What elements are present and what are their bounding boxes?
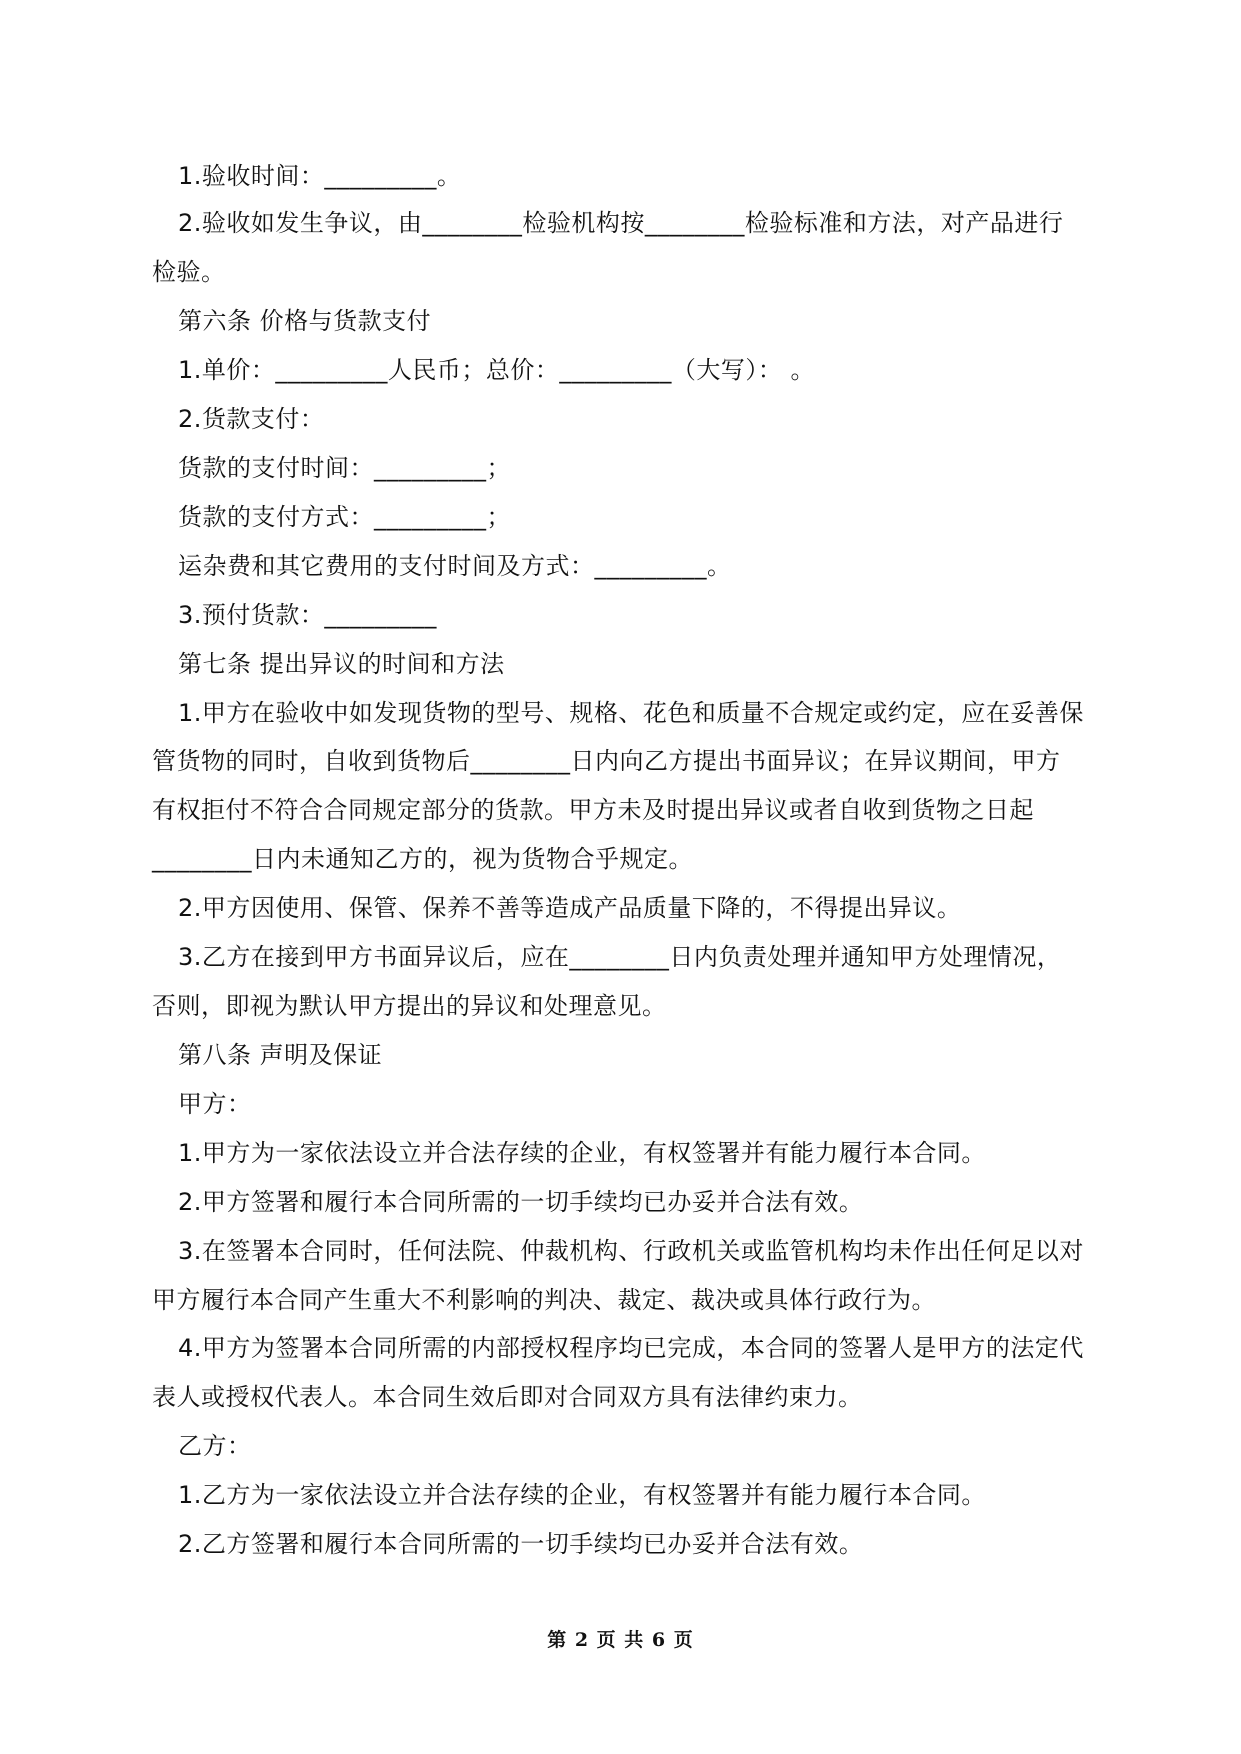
text-line: 4.甲方为签署本合同所需的内部授权程序均已完成，本合同的签署人是甲方的法定代 <box>178 1334 1084 1362</box>
text-line: 有权拒付不符合合同规定部分的货款。甲方未及时提出异议或者自收到货物之日起 <box>152 796 1034 824</box>
text-line: 1.验收时间：_________。 <box>178 162 462 190</box>
section-heading: 第七条 提出异议的时间和方法 <box>178 650 505 678</box>
text-line: 货款的支付方式：_________； <box>178 503 511 531</box>
section-heading: 第八条 声明及保证 <box>178 1041 383 1069</box>
text-line: 检验。 <box>152 258 226 286</box>
text-line: 甲方履行本合同产生重大不利影响的判决、裁定、裁决或具体行政行为。 <box>152 1286 936 1314</box>
text-line: 1.甲方在验收中如发现货物的型号、规格、花色和质量不合规定或约定，应在妥善保 <box>178 699 1084 727</box>
page-number-footer: 第 2 页 共 6 页 <box>547 1629 694 1651</box>
text-line: 甲方： <box>178 1090 252 1118</box>
text-line: 运杂费和其它费用的支付时间及方式：_________。 <box>178 552 732 580</box>
text-line: 3.乙方在接到甲方书面异议后，应在________日内负责处理并通知甲方处理情况， <box>178 943 1062 971</box>
text-line: 2.乙方签署和履行本合同所需的一切手续均已办妥并合法有效。 <box>178 1530 864 1558</box>
text-line: 1.单价：_________人民币；总价：_________（大写）： 。 <box>178 356 816 384</box>
text-line: 表人或授权代表人。本合同生效后即对合同双方具有法律约束力。 <box>152 1383 863 1411</box>
text-line: 1.乙方为一家依法设立并合法存续的企业，有权签署并有能力履行本合同。 <box>178 1481 986 1509</box>
text-line: 2.甲方因使用、保管、保养不善等造成产品质量下降的，不得提出异议。 <box>178 894 962 922</box>
text-line: 1.甲方为一家依法设立并合法存续的企业，有权签署并有能力履行本合同。 <box>178 1139 986 1167</box>
text-line: 货款的支付时间：_________； <box>178 454 511 482</box>
text-line: 乙方： <box>178 1432 252 1460</box>
text-line: 2.货款支付： <box>178 405 325 433</box>
text-line: 2.验收如发生争议，由________检验机构按________检验标准和方法，对产品进行 <box>178 209 1064 237</box>
text-line: 3.在签署本合同时，任何法院、仲裁机构、行政机关或监管机构均未作出任何足以对 <box>178 1237 1084 1265</box>
text-line: 2.甲方签署和履行本合同所需的一切手续均已办妥并合法有效。 <box>178 1188 864 1216</box>
text-line: 管货物的同时，自收到货物后________日内向乙方提出书面异议；在异议期间，甲方 <box>152 747 1061 775</box>
text-line: ________日内未通知乙方的，视为货物合乎规定。 <box>152 845 693 873</box>
section-heading: 第六条 价格与货款支付 <box>178 307 432 335</box>
text-line: 否则，即视为默认甲方提出的异议和处理意见。 <box>152 992 667 1020</box>
text-line: 3.预付货款：_________ <box>178 601 437 629</box>
